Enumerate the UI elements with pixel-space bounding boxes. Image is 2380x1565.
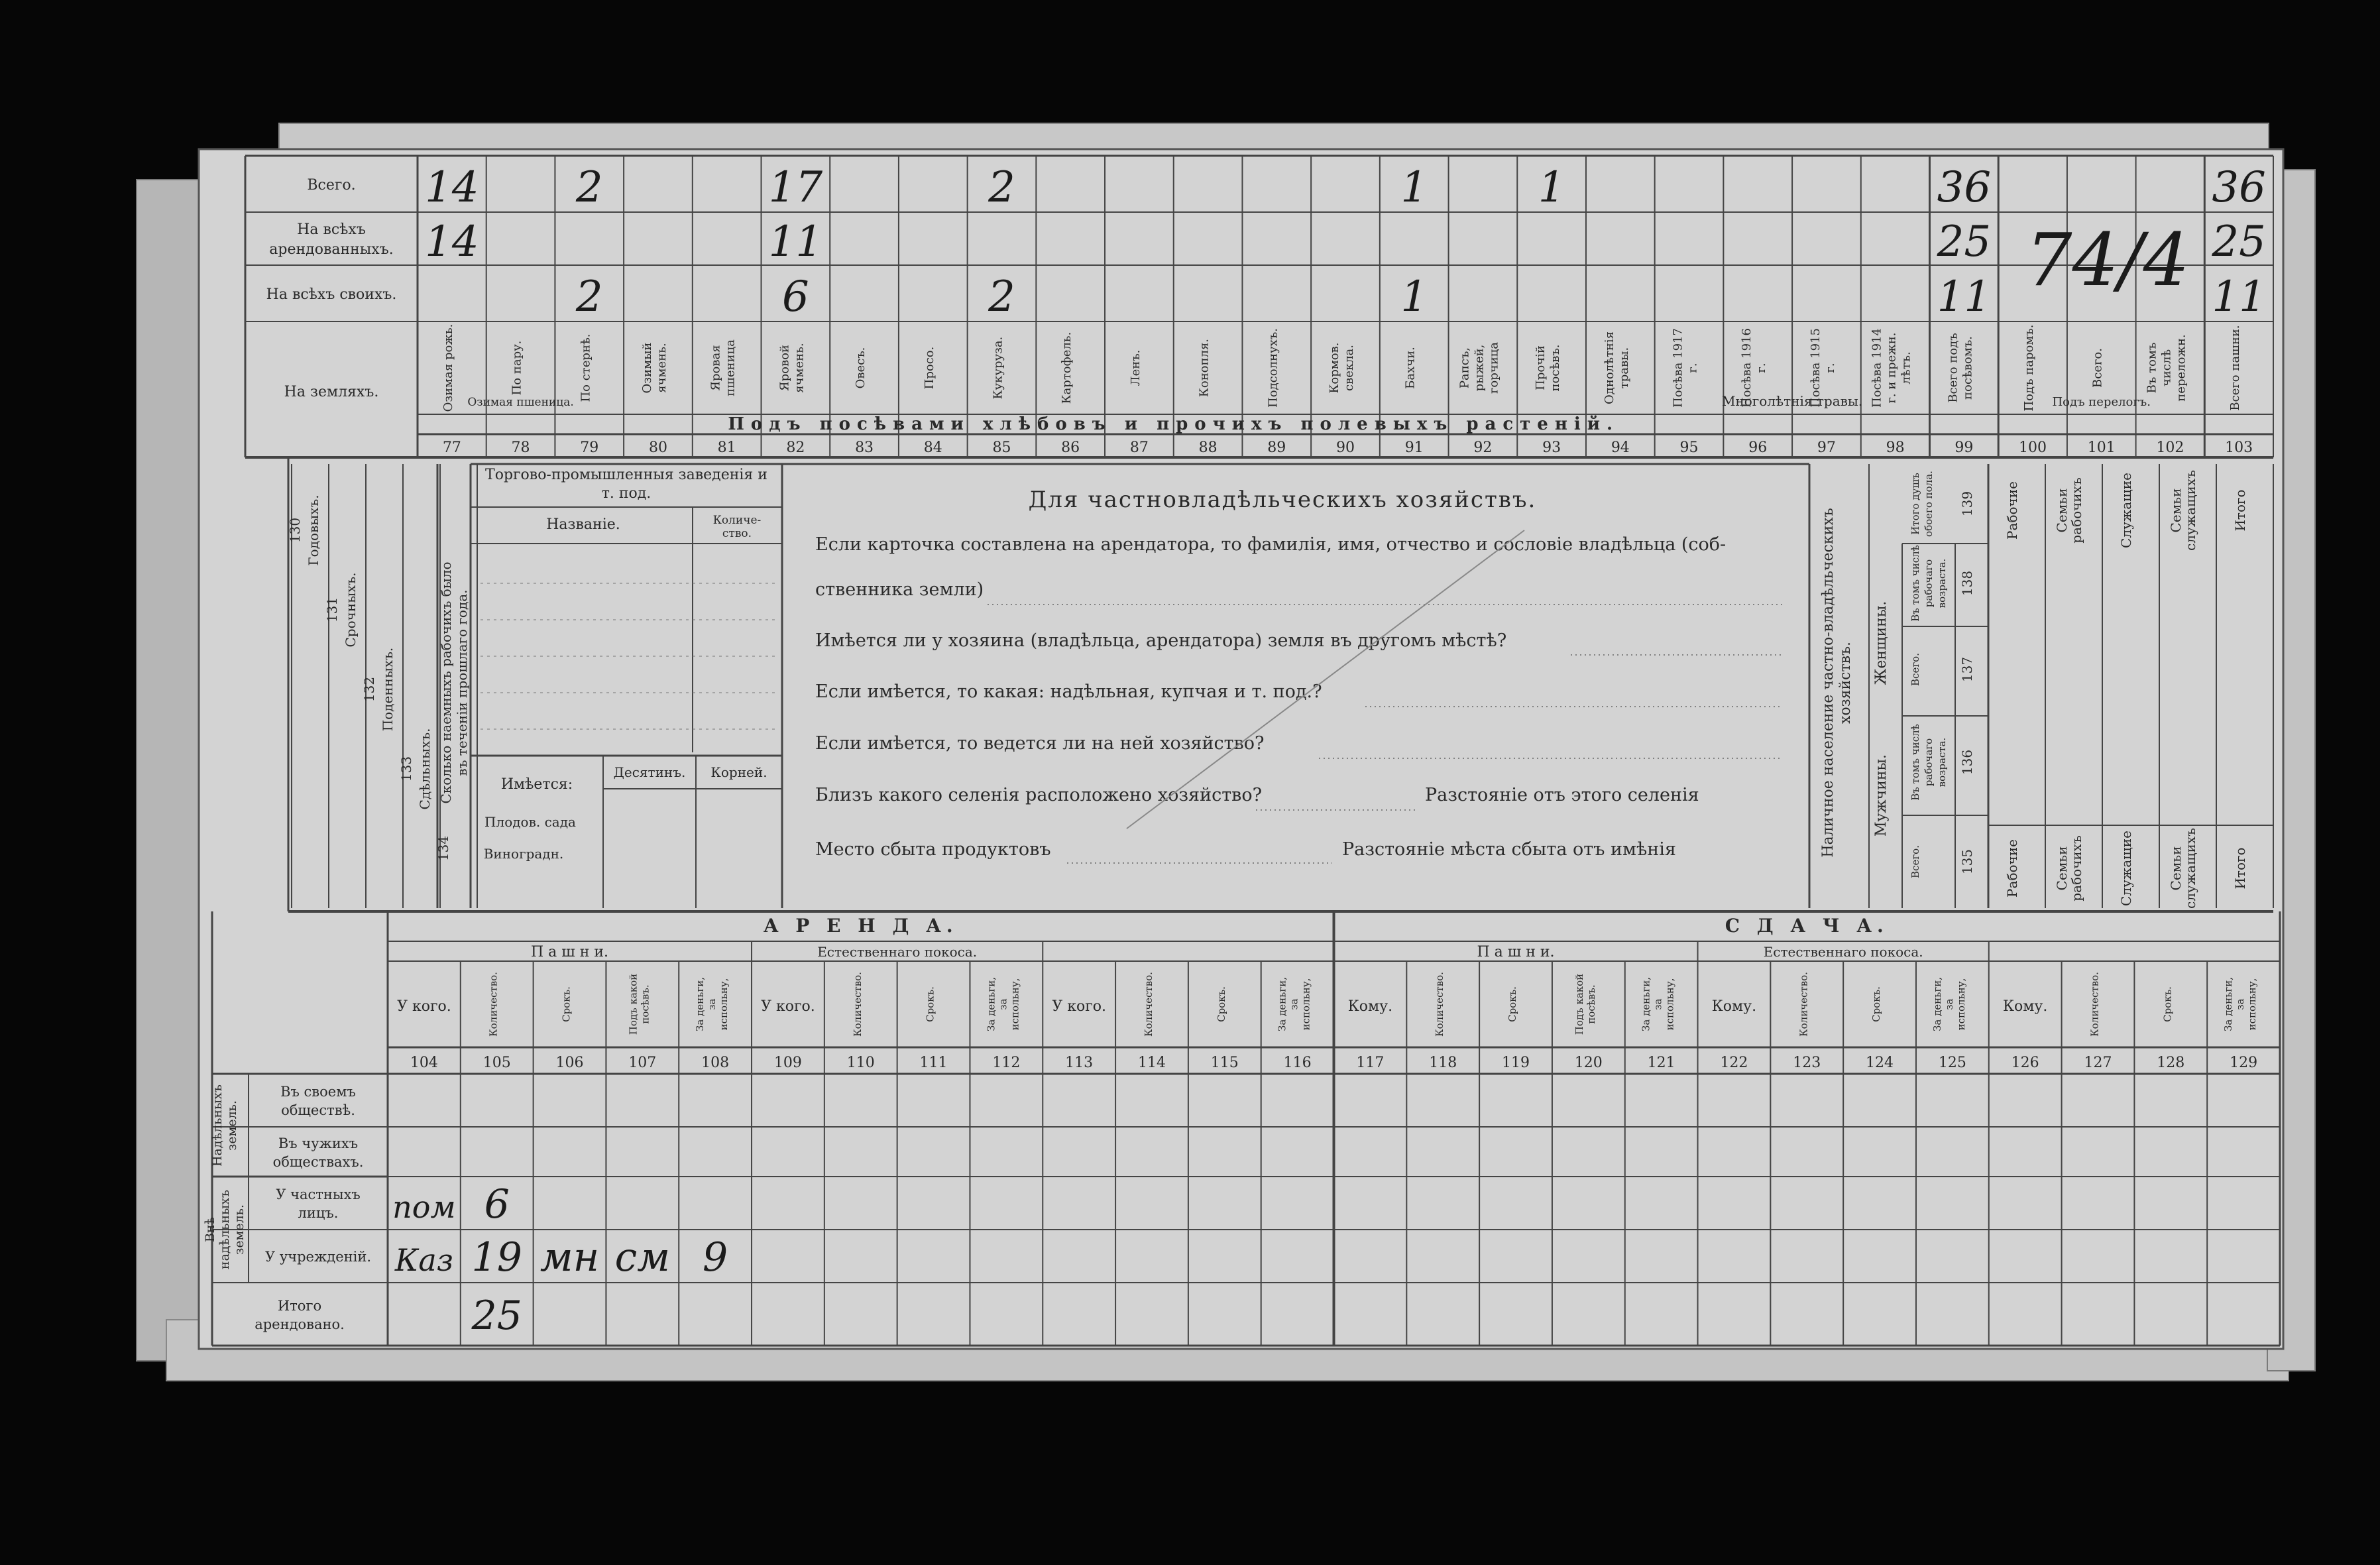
top-col-label: Овесъ.	[854, 347, 868, 389]
top-col-label: Посѣва 1917	[1671, 328, 1685, 408]
population-vertical-label: хозяйствъ.	[1837, 641, 1854, 725]
korney-header: Корней.	[710, 764, 767, 780]
top-col-label: Бахчи.	[1403, 347, 1418, 389]
top-col-number: 86	[1061, 439, 1080, 456]
handwritten-value: 1	[1400, 163, 1428, 212]
right-col-label-top: Семьи	[2168, 488, 2184, 533]
bottom-row-label: арендовано.	[255, 1316, 345, 1332]
top-col-label: Посѣва 1914	[1870, 328, 1884, 408]
top-col-label: Подъ паромъ.	[2022, 324, 2037, 412]
top-col-label: Всего.	[2090, 348, 2105, 388]
bottom-row-label: обществѣ.	[281, 1102, 355, 1118]
men-label: Мужчины.	[1873, 754, 1890, 837]
handwritten-value: 2	[575, 163, 603, 212]
top-col-number: 94	[1611, 439, 1630, 456]
distance-village: Разстоянiе отъ этого селенiя	[1425, 785, 1699, 805]
top-col-number: 78	[511, 439, 530, 456]
bottom-col-label: Количество.	[1434, 972, 1446, 1037]
bottom-row-label: У частныхъ	[276, 1187, 361, 1202]
handwritten-value: 1	[1400, 272, 1428, 321]
women-label: Женщины.	[1873, 601, 1890, 685]
handwritten-value: 25	[1937, 217, 1992, 266]
bottom-row-label: обществахъ.	[272, 1154, 364, 1170]
bottom-col-number: 105	[482, 1055, 511, 1071]
pop-col-number: 138	[1959, 570, 1975, 597]
pop-col-label: рабочаго	[1923, 559, 1935, 608]
top-col-label: ячмень.	[792, 343, 807, 393]
handwritten-value: 14	[425, 217, 479, 266]
handwritten-value: 1	[1538, 163, 1565, 212]
top-col-number: 81	[717, 439, 736, 456]
top-col-number: 91	[1404, 439, 1424, 456]
trade-title: Торгово-промышленныя заведенiя и	[485, 467, 767, 483]
top-col-number: 100	[2019, 439, 2047, 456]
right-col-label-top: Семьи	[2054, 488, 2070, 533]
trade-qty-header-2: ство.	[722, 527, 752, 540]
bottom-col-number: 115	[1210, 1055, 1239, 1071]
right-col-label-bottom: Служащие	[2118, 831, 2134, 906]
top-col-label: г.	[1754, 363, 1769, 373]
bottom-col-number: 121	[1647, 1055, 1675, 1071]
pop-col-label: обоего пола.	[1923, 471, 1935, 537]
bottom-col-label: Количество.	[2088, 972, 2101, 1037]
right-col-label-top: рабочихъ	[2068, 477, 2084, 544]
bottom-col-number: 109	[773, 1055, 802, 1071]
bottom-col-number: 127	[2084, 1055, 2112, 1071]
top-col-label: горчица	[1487, 342, 1501, 394]
mid-left-col-number: 133	[398, 756, 414, 782]
right-col-label-bottom: рабочихъ	[2068, 835, 2084, 901]
top-col-label: травы.	[1616, 347, 1631, 389]
top-col-label: посѣвъ.	[1548, 344, 1563, 392]
bottom-col-label: За деньги,	[1276, 977, 1288, 1031]
bottom-col-label: испольну,	[2246, 978, 2259, 1031]
top-col-number: 99	[1955, 439, 1974, 456]
bottom-col-number: 108	[701, 1055, 730, 1071]
group-vne-label: земель.	[232, 1204, 247, 1255]
pop-col-label: возраста.	[1936, 737, 1948, 787]
top-col-label: Яровая	[708, 345, 723, 391]
top-col-number: 103	[2225, 439, 2253, 456]
right-col-label-bottom: Рабочие	[2004, 839, 2020, 898]
top-col-label: Просо.	[922, 346, 936, 390]
mid-left-col-label: Срочныхъ.	[343, 572, 359, 648]
bottom-col-label: Подъ какой	[1573, 973, 1585, 1035]
bottom-row-label: Въ чужихъ	[278, 1135, 359, 1151]
bottom-col-label: У кого.	[397, 998, 451, 1015]
bottom-col-number: 119	[1502, 1055, 1530, 1071]
private-question: Имѣется ли у хозяина (владѣльца, арендатора) земля въ другомъ мѣстѣ?	[815, 630, 1507, 651]
top-row-label: На земляхъ.	[284, 384, 379, 400]
top-col-label: Посѣва 1916	[1740, 328, 1754, 408]
bottom-row-label: У учрежденiй.	[264, 1249, 372, 1265]
mid-left-col-label: Годовыхъ.	[306, 494, 321, 566]
top-col-number: 85	[992, 439, 1011, 456]
handwritten-value: 2	[988, 163, 1015, 212]
right-col-label-top: служащихъ	[2182, 470, 2198, 551]
bottom-col-number: 120	[1574, 1055, 1603, 1071]
right-col-label-top: Служащие	[2118, 473, 2134, 548]
handwritten-value: мн	[539, 1234, 600, 1281]
group-mnogolet-label: Многолѣтнiя травы.	[1721, 393, 1863, 409]
population-vertical-label: Наличное население частно-владѣльческихъ	[1820, 508, 1837, 858]
bottom-col-label: за	[706, 998, 718, 1010]
bottom-row-label: Въ своемъ	[280, 1084, 356, 1100]
top-col-label: Однолѣтнiя	[1602, 331, 1616, 405]
top-col-number: 95	[1679, 439, 1699, 456]
bottom-col-number: 124	[1866, 1055, 1894, 1071]
top-col-label: Кормов.	[1328, 342, 1341, 394]
bottom-col-number: 129	[2230, 1055, 2258, 1071]
bottom-col-number: 128	[2157, 1055, 2185, 1071]
top-col-label: Прочiй	[1534, 345, 1548, 390]
pashni-header-arenda: П а ш н и.	[530, 944, 609, 960]
top-col-label: переложн.	[2174, 334, 2188, 402]
top-col-label: г.	[1823, 363, 1837, 373]
right-col-label-bottom: Семьи	[2054, 846, 2070, 891]
pop-col-label: Всего.	[1909, 845, 1921, 878]
pop-col-number: 136	[1959, 749, 1975, 776]
vineyards-label: Виноградн.	[483, 846, 564, 862]
pokos-header-arenda: Естественнаго покоса.	[817, 944, 978, 960]
top-col-label: свекла.	[1342, 344, 1356, 392]
top-col-number: 96	[1748, 439, 1768, 456]
arenda-header: А Р Е Н Д А.	[763, 915, 958, 937]
top-col-number: 77	[442, 439, 461, 456]
top-col-label: г. и прежн.	[1884, 332, 1899, 404]
top-col-number: 92	[1473, 439, 1493, 456]
right-col-label-bottom: Итого	[2232, 847, 2248, 890]
top-col-number: 102	[2156, 439, 2184, 456]
handwritten-value: 2	[988, 272, 1015, 321]
handwritten-scribble: 74/4	[2025, 217, 2190, 302]
bottom-col-number: 116	[1283, 1055, 1312, 1071]
group-vne-label: Внѣ	[203, 1216, 217, 1243]
handwritten-value: 11	[768, 217, 823, 266]
handwritten-value: Каз	[394, 1242, 453, 1278]
bottom-col-label: У кого.	[1052, 998, 1107, 1015]
top-col-label: По стернѣ.	[579, 333, 593, 402]
top-col-number: 90	[1336, 439, 1355, 456]
top-row-label: На всѣхъ	[297, 221, 366, 238]
top-col-number: 89	[1267, 439, 1286, 456]
trade-title: т. под.	[601, 485, 652, 502]
top-banner: Подъ посѣвами хлѣбовъ и прочихъ полевыхъ растенiй.	[728, 414, 1620, 434]
group-ozimaya-label: Озимая пшеница.	[467, 396, 574, 409]
bottom-col-number: 107	[628, 1055, 657, 1071]
top-col-number: 80	[648, 439, 667, 456]
distance-market: Разстоянiе мѣста сбыта отъ имѣнiя	[1342, 839, 1676, 860]
private-question: Близъ какого селенiя расположено хозяйство?	[815, 785, 1263, 805]
workers-vertical-label: въ теченiи прошлаго года.	[454, 589, 470, 776]
bottom-col-label: За деньги,	[1931, 977, 1943, 1031]
bottom-col-label: Срокъ.	[924, 986, 936, 1022]
handwritten-value: 11	[1937, 272, 1992, 321]
bottom-col-number: 122	[1720, 1055, 1748, 1071]
pop-col-label: рабочаго	[1923, 738, 1935, 787]
pop-col-number: 137	[1959, 656, 1975, 683]
bottom-col-number: 114	[1137, 1055, 1166, 1071]
private-title: Для частновладѣльческихъ хозяйствъ.	[1028, 487, 1537, 513]
private-question: Если имѣется, то ведется ли на ней хозяйство?	[815, 733, 1265, 754]
desyatin-header: Десятинъ.	[613, 764, 686, 780]
mid-left-col-label: Поденныхъ.	[380, 647, 396, 732]
top-col-label: Всего подъ	[1946, 333, 1960, 403]
has-label: Имѣется:	[500, 776, 573, 793]
bottom-row-label: Итого	[277, 1298, 322, 1314]
bottom-col-label: испольну,	[1955, 978, 1967, 1031]
top-col-label: Озимый	[640, 342, 654, 394]
bottom-col-label: испольну,	[1664, 978, 1676, 1031]
mid-left-col-number: 132	[361, 676, 377, 703]
pokos-header-sdacha: Естественнаго покоса.	[1763, 944, 1923, 960]
top-row-label: арендованныхъ.	[269, 241, 394, 258]
bottom-col-number: 125	[1938, 1055, 1966, 1071]
private-question: ственника земли)	[815, 579, 984, 600]
mid-left-col-number: 134	[435, 835, 451, 862]
top-col-label: Ленъ.	[1128, 349, 1143, 386]
mid-left-col-number: 131	[324, 597, 340, 623]
right-col-label-top: Итого	[2232, 489, 2248, 532]
workers-vertical-label: Сколько наемныхъ рабочихъ было	[438, 561, 454, 804]
bottom-col-number: 111	[919, 1055, 948, 1071]
handwritten-value: 2	[575, 272, 603, 321]
bottom-col-label: За деньги,	[694, 977, 707, 1031]
group-vne-label: надѣльныхъ	[217, 1189, 232, 1270]
bottom-col-label: За деньги,	[985, 977, 997, 1031]
bottom-col-label: Кому.	[1347, 998, 1393, 1015]
mid-left-col-number: 130	[287, 517, 303, 544]
top-col-number: 83	[855, 439, 874, 456]
bottom-col-label: за	[997, 998, 1009, 1010]
trade-qty-header: Количе-	[712, 514, 762, 527]
bottom-col-label: посѣвъ.	[1585, 984, 1597, 1024]
bottom-col-label: Кому.	[1711, 998, 1757, 1015]
gardens-label: Плодов. сада	[484, 814, 576, 830]
group-nadel-label: земель.	[225, 1100, 239, 1151]
top-col-label: Кукуруза.	[991, 336, 1005, 400]
top-col-label: посѣвомъ.	[1960, 336, 1975, 400]
top-col-label: числѣ	[2159, 349, 2174, 387]
top-col-number: 79	[580, 439, 599, 456]
pashni-header-sdacha: П а ш н и.	[1477, 944, 1555, 960]
bottom-col-number: 110	[846, 1055, 875, 1071]
bottom-col-label: За деньги,	[2222, 977, 2235, 1031]
top-col-label: г.	[1685, 363, 1700, 373]
bottom-col-number: 113	[1065, 1055, 1094, 1071]
top-col-label: Посѣва 1915	[1808, 328, 1823, 408]
right-col-label-bottom: служащихъ	[2182, 828, 2198, 909]
bottom-col-label: испольну,	[718, 978, 730, 1031]
handwritten-value: пом	[392, 1189, 456, 1225]
bottom-col-label: Кому.	[2003, 998, 2048, 1015]
handwritten-value: 11	[2212, 272, 2266, 321]
handwritten-value: 17	[768, 163, 823, 212]
handwritten-value: 14	[425, 163, 479, 212]
bottom-col-label: за	[2234, 998, 2247, 1010]
bottom-col-number: 123	[1793, 1055, 1821, 1071]
bottom-col-number: 126	[2011, 1055, 2039, 1071]
right-col-label-top: Рабочие	[2004, 481, 2020, 540]
bottom-col-label: за	[1288, 998, 1300, 1010]
mid-left-col-label: Сдѣльныхъ.	[417, 728, 433, 810]
bottom-col-label: Срокъ.	[1506, 986, 1519, 1022]
top-col-number: 101	[2087, 439, 2116, 456]
bottom-col-label: испольну,	[1009, 978, 1021, 1031]
pop-col-number: 135	[1959, 848, 1975, 875]
top-col-number: 88	[1198, 439, 1218, 456]
top-col-label: Всего пашни.	[2228, 325, 2243, 411]
top-col-number: 98	[1886, 439, 1905, 456]
sdacha-header: С Д А Ч А.	[1725, 915, 1889, 937]
handwritten-value: см	[614, 1234, 671, 1281]
top-col-label: Рапсъ,	[1457, 347, 1472, 389]
top-col-number: 93	[1542, 439, 1561, 456]
top-row-label: Всего.	[307, 177, 356, 194]
pop-col-label: Итого душъ	[1909, 473, 1921, 535]
bottom-col-label: Количество.	[1797, 972, 1810, 1037]
top-row-label: На всѣхъ своихъ.	[266, 286, 397, 303]
bottom-col-number: 117	[1356, 1055, 1385, 1071]
bottom-col-number: 112	[992, 1055, 1021, 1071]
top-col-label: Картофель.	[1060, 331, 1074, 404]
top-col-number: 82	[786, 439, 805, 456]
handwritten-value: 19	[471, 1234, 522, 1281]
top-col-label: рыжей,	[1472, 344, 1487, 392]
top-col-label: По пару.	[510, 340, 524, 396]
bottom-col-label: за	[1652, 998, 1664, 1010]
private-question: Если имѣется, то какая: надѣльная, купчая и т. под.?	[815, 681, 1322, 702]
top-col-label: Яровой	[777, 345, 792, 391]
bottom-col-label: Количество.	[487, 972, 500, 1037]
bottom-col-label: За деньги,	[1640, 977, 1652, 1031]
bottom-col-label: У кого.	[761, 998, 815, 1015]
handwritten-value: 6	[782, 272, 809, 321]
private-question: Место сбыта продуктовъ	[815, 839, 1051, 860]
top-col-number: 97	[1817, 439, 1836, 456]
bottom-row-label: лицъ.	[298, 1205, 339, 1221]
handwritten-value: 25	[2212, 217, 2266, 266]
bottom-col-label: посѣвъ.	[639, 984, 652, 1024]
trade-name-header: Названiе.	[546, 516, 620, 533]
top-col-number: 84	[923, 439, 942, 456]
top-col-label: Въ томъ	[2145, 342, 2159, 394]
bottom-col-number: 104	[410, 1055, 438, 1071]
top-col-label: Подсолнухъ.	[1266, 328, 1280, 408]
bottom-col-label: испольну,	[1300, 978, 1312, 1031]
bottom-col-label: Количество.	[1142, 972, 1155, 1037]
bottom-col-label: Срокъ.	[1215, 986, 1227, 1022]
bottom-col-label: за	[1943, 998, 1955, 1010]
handwritten-value: 9	[703, 1234, 728, 1281]
top-col-label: Озимая рожь.	[441, 323, 455, 412]
handwritten-value: 6	[484, 1181, 510, 1228]
bottom-col-label: Срокъ.	[560, 986, 573, 1022]
top-col-label: Конопля.	[1197, 338, 1212, 398]
pop-col-label: возраста.	[1936, 558, 1948, 609]
top-col-number: 87	[1129, 439, 1149, 456]
group-nadel-label: Надѣльныхъ	[210, 1084, 225, 1167]
top-col-label: лѣтъ.	[1899, 351, 1913, 384]
top-col-label: ячмень.	[654, 343, 669, 393]
bottom-col-label: Срокъ.	[2161, 986, 2174, 1022]
handwritten-value: 25	[471, 1293, 522, 1339]
pop-col-number: 139	[1959, 491, 1975, 517]
bottom-col-label: Количество.	[851, 972, 864, 1037]
top-col-label: пшеница	[723, 339, 738, 396]
handwritten-value: 36	[1937, 163, 1992, 212]
handwritten-value: 36	[2212, 163, 2266, 212]
private-question: Если карточка составлена на арендатора, то фамилiя, имя, отчество и сословiе владѣльца (соб-	[815, 534, 1727, 555]
pop-col-label: Всего.	[1909, 653, 1921, 686]
bottom-col-label: Срокъ.	[1870, 986, 1883, 1022]
group-perelog-label: Подъ перелогъ.	[2052, 395, 2151, 409]
right-col-label-bottom: Семьи	[2168, 846, 2184, 891]
pop-col-label: Въ томъ числѣ	[1909, 724, 1921, 801]
bottom-col-number: 118	[1429, 1055, 1457, 1071]
pop-col-label: Въ томъ числѣ	[1909, 545, 1921, 622]
bottom-col-label: Подъ какой	[627, 973, 640, 1035]
bottom-col-number: 106	[555, 1055, 584, 1071]
